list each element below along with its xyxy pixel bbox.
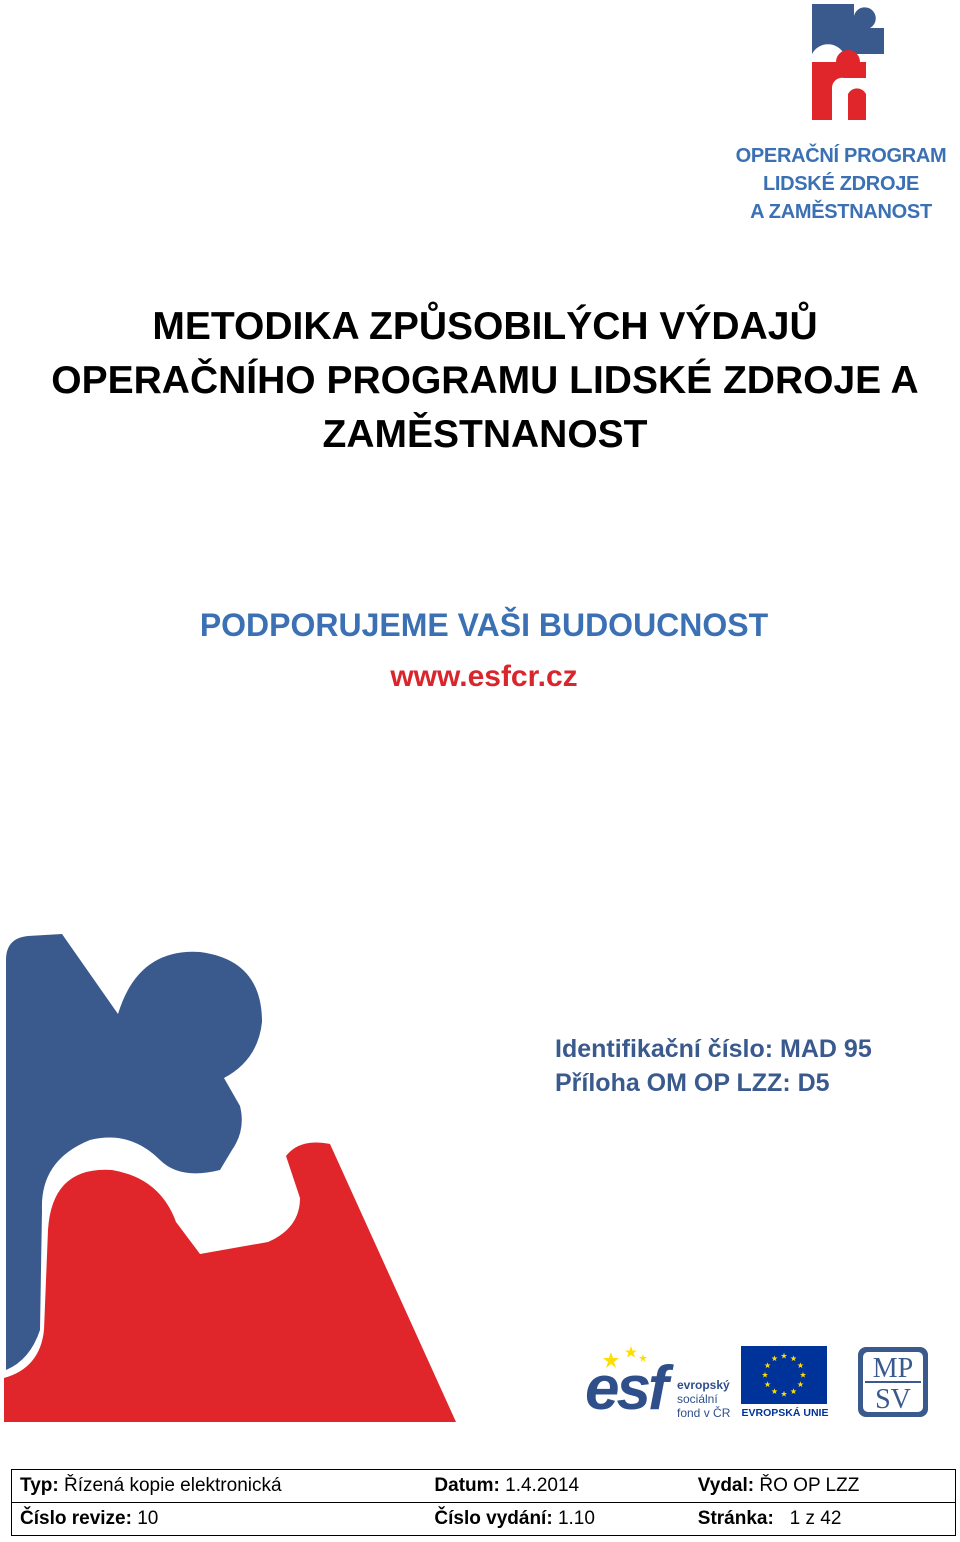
date-label: Datum: <box>434 1475 500 1496</box>
page-cell <box>690 1503 956 1536</box>
edition-cell <box>426 1503 689 1536</box>
esf-text-line: sociální <box>677 1392 718 1406</box>
mpsv-logo <box>857 1346 929 1418</box>
document-info-table <box>11 1469 956 1536</box>
identification-block <box>555 1032 872 1100</box>
title-line: ZAMĚSTNANOST <box>322 413 648 456</box>
puzzle-decoration-icon <box>0 930 460 1422</box>
annex-number: Příloha OM OP LZZ: D5 <box>555 1069 830 1097</box>
slogan: PODPORUJEME VAŠI BUDOUCNOST <box>199 607 769 643</box>
mpsv-bottom-text: SV <box>875 1384 911 1415</box>
edition-label: Číslo vydání: <box>434 1508 553 1529</box>
page-value: 1 z 42 <box>789 1508 842 1529</box>
logos-row <box>585 1344 935 1422</box>
esf-text-line: evropský <box>677 1378 730 1392</box>
table-row <box>12 1503 956 1536</box>
title-line: OPERAČNÍHO PROGRAMU LIDSKÉ ZDROJE A <box>51 359 919 402</box>
logo-text-line: OPERAČNÍ PROGRAM <box>735 145 947 167</box>
date-cell <box>426 1470 689 1503</box>
issuer-label: Vydal: <box>697 1475 755 1496</box>
esf-letters: esf <box>585 1354 666 1423</box>
table-row <box>12 1470 956 1503</box>
title-line: METODIKA ZPŮSOBILÝCH VÝDAJŮ <box>152 305 818 348</box>
identification-number: Identifikační číslo: MAD 95 <box>555 1035 872 1063</box>
logo-text-line: A ZAMĚSTNANOST <box>750 201 932 223</box>
page-label: Stránka: <box>697 1508 774 1529</box>
eu-logo <box>741 1344 829 1420</box>
revision-value: 10 <box>137 1508 159 1529</box>
esf-logo <box>585 1344 735 1423</box>
date-value: 1.4.2014 <box>505 1475 580 1496</box>
type-label: Typ: <box>20 1475 59 1496</box>
revision-cell <box>12 1503 427 1536</box>
website-link[interactable]: www.esfcr.cz <box>390 660 578 693</box>
eu-label: EVROPSKÁ UNIE <box>741 1407 829 1419</box>
document-title <box>0 300 960 462</box>
revision-label: Číslo revize: <box>20 1508 132 1529</box>
eu-flag-icon <box>741 1346 827 1404</box>
logo-text-line: LIDSKÉ ZDROJE <box>762 173 920 195</box>
issuer-cell <box>690 1470 956 1503</box>
type-value: Řízená kopie elektronická <box>63 1475 282 1496</box>
issuer-value: ŘO OP LZZ <box>759 1475 860 1496</box>
esf-text-line: fond v ČR <box>677 1406 731 1420</box>
programme-logo <box>730 0 952 225</box>
mpsv-top-text: MP <box>872 1353 914 1384</box>
type-cell <box>12 1470 427 1503</box>
puzzle-person-icon <box>808 2 888 122</box>
edition-value: 1.10 <box>557 1508 595 1529</box>
